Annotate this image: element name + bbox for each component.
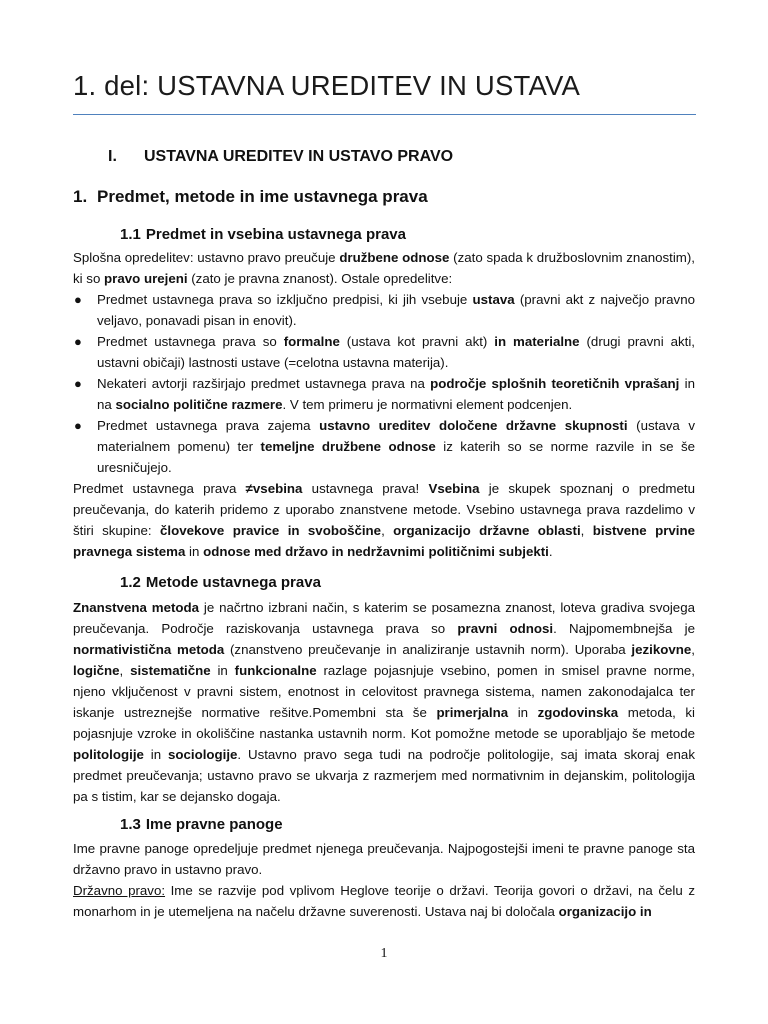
subsection-label: Metode ustavnega prava [145, 574, 321, 591]
bold-term: jezikovne [631, 642, 692, 657]
list-item [73, 289, 695, 331]
part-number: I. [108, 148, 117, 165]
section-number: 1. [73, 187, 88, 206]
bold-term: sociologije [167, 747, 238, 762]
bold-term: zgodovinska [537, 705, 619, 720]
text-run: ustavnega prava! [302, 481, 429, 496]
part-heading [108, 148, 453, 166]
subsection-number: 1.2 [120, 574, 141, 591]
text-run: je skupek spoznanj o predmetu preučevanja, do katerih pridemo z uporabo znanstvene metode. Vsebino ustavnega prava razdelimo v štiri skupine: [73, 481, 695, 538]
text-run: (ustava kot pravni akt) [339, 334, 495, 349]
text-run: iz katerih so se norme razvile in se še uresničujejo. [97, 439, 696, 475]
list-item [73, 415, 695, 478]
bold-term: odnose med državo in nedržavnimi političnimi subjekti [203, 544, 549, 559]
bold-term: logične [73, 663, 120, 678]
text-run: metoda, ki pojasnjuje vzroke in okoliščine nastanka ustavnih norm. Kot pomožne metode se uporabljajo še metode [73, 705, 695, 741]
bold-term: Vsebina [428, 481, 480, 496]
text-run: (zato je pravna znanost). Ostale opredelitve: [187, 271, 453, 286]
bold-term: sistematične [130, 663, 211, 678]
subsection-label: Ime pravne panoge [145, 816, 283, 833]
subsection-heading-1-1 [120, 226, 406, 243]
subsection-heading-1-3 [120, 816, 283, 833]
bold-term: ustavno ureditev določene državne skupnosti [319, 418, 628, 433]
bullet-list [73, 289, 695, 478]
text-run: . V tem primeru je normativni element podcenjen. [282, 397, 573, 412]
text-run: (drugi pravni akti, ustavni običaji) lastnosti ustave (=celotna ustavna materija). [97, 334, 695, 370]
bullet-icon: ● [74, 334, 82, 349]
list-item [73, 373, 695, 415]
bold-term: Znanstvena metoda [73, 600, 200, 615]
bold-term: politologije [73, 747, 144, 762]
section-label: Predmet, metode in ime ustavnega prava [97, 187, 428, 206]
text-run: (znanstveno preučevanje in analiziranje ustavnih norm). Uporaba [224, 642, 632, 657]
text-run: Splošna opredelitev: ustavno pravo preučuje [73, 250, 340, 265]
bold-term: socialno politične razmere [115, 397, 283, 412]
subsection-number: 1.1 [120, 226, 141, 243]
section-heading [73, 187, 428, 207]
part-label: USTAVNA UREDITEV IN USTAVO PRAVO [144, 148, 454, 165]
bullet-icon: ● [74, 418, 82, 433]
subsection-number: 1.3 [120, 816, 141, 833]
bold-term: temeljne družbene odnose [260, 439, 436, 454]
text-run: in [185, 544, 204, 559]
text-run: in [508, 705, 538, 720]
text-run: je načrtno izbrani način, s katerim se posamezna znanost, loteva gradiva svojega preučevanja. Področje raziskovanja ustavnega prava so [73, 600, 695, 636]
text-run: (pravni akt z največjo pravno veljavo, ponavadi pisan in enovit). [97, 292, 695, 328]
text-run: . Ustavno pravo sega tudi na področje politologije, saj imata skoraj enak predmet preučevanja; ustavno pravo se ukvarja z razmerjem med normativnim in dejanskim, politologija pa s tistim, kar se dejansko dogaja. [73, 747, 695, 804]
title-underline [73, 114, 696, 115]
underlined-term: Državno pravo: [73, 883, 166, 898]
text-run: in [210, 663, 235, 678]
bold-term: pravni odnosi [457, 621, 554, 636]
bold-term: organizacijo in [558, 904, 652, 919]
text-run: , [580, 523, 593, 538]
text-run: . [548, 544, 553, 559]
bold-term: ≠vsebina [245, 481, 303, 496]
paragraph-intro [73, 247, 695, 289]
bullet-icon: ● [74, 292, 82, 307]
list-item [73, 331, 695, 373]
text-run: Predmet ustavnega prava zajema [97, 418, 320, 433]
bold-term: funkcionalne [234, 663, 317, 678]
bold-term: področje splošnih teoretičnih vprašanj [430, 376, 680, 391]
text-run: razlage pojasnjuje vsebino, pomen in smisel pravne norme, njeno vključenost v pravni sistem, enotnost in celovitost pravnega sistema, namen zakonodajalca ter iskanje ustreznejše normative rešitve.Pomembni sta še [73, 663, 695, 720]
text-run: . Najpomembnejša je [553, 621, 695, 636]
bold-term: človekove pravice in svoboščine [160, 523, 382, 538]
text-run: in na [97, 376, 695, 412]
bold-term: pravo urejeni [104, 271, 188, 286]
subsection-heading-1-2 [120, 574, 321, 591]
paragraph-name: Ime pravne panoge opredeljuje predmet njenega preučevanja. Najpogostejši imeni te pravne panoge sta državno pravo in ustavno pravo. [73, 841, 695, 877]
text-run: , [119, 663, 131, 678]
text-run: Ime se razvije pod vplivom Heglove teorije o državi. Teorija govori o državi, na čelu z monarhom in je utemeljena na načelu državne suverenosti. Ustava naj bi določala [73, 883, 695, 919]
text-run: , [381, 523, 394, 538]
paragraph-content [73, 478, 695, 562]
text-run: (ustava v materialnem pomenu) ter [97, 418, 695, 454]
bold-term: ustava [472, 292, 515, 307]
bullet-icon: ● [74, 376, 82, 391]
text-run: in [143, 747, 168, 762]
document-title: 1. del: USTAVNA UREDITEV IN USTAVA [73, 70, 581, 101]
paragraph-state-law [73, 880, 695, 922]
paragraph-methods [73, 597, 695, 807]
subsection-label: Predmet in vsebina ustavnega prava [145, 226, 406, 243]
text-run: , [691, 642, 695, 657]
bold-term: in materialne [494, 334, 580, 349]
text-run: (zato spada k družboslovnim znanostim), ki so [73, 250, 695, 286]
text-run: Predmet ustavnega prava so [97, 334, 284, 349]
bold-term: normativistična metoda [73, 642, 225, 657]
bold-term: formalne [283, 334, 340, 349]
text-run: Predmet ustavnega prava [73, 481, 246, 496]
page-number: 1 [380, 946, 388, 961]
bold-term: družbene odnose [339, 250, 450, 265]
text-run: Predmet ustavnega prava so izključno predpisi, ki jih vsebuje [97, 292, 473, 307]
bold-term: primerjalna [436, 705, 509, 720]
bold-term: organizacijo državne oblasti [393, 523, 581, 538]
bold-term: bistvene prvine pravnega sistema [73, 523, 695, 559]
text-run: Nekateri avtorji razširjajo predmet ustavnega prava na [97, 376, 431, 391]
